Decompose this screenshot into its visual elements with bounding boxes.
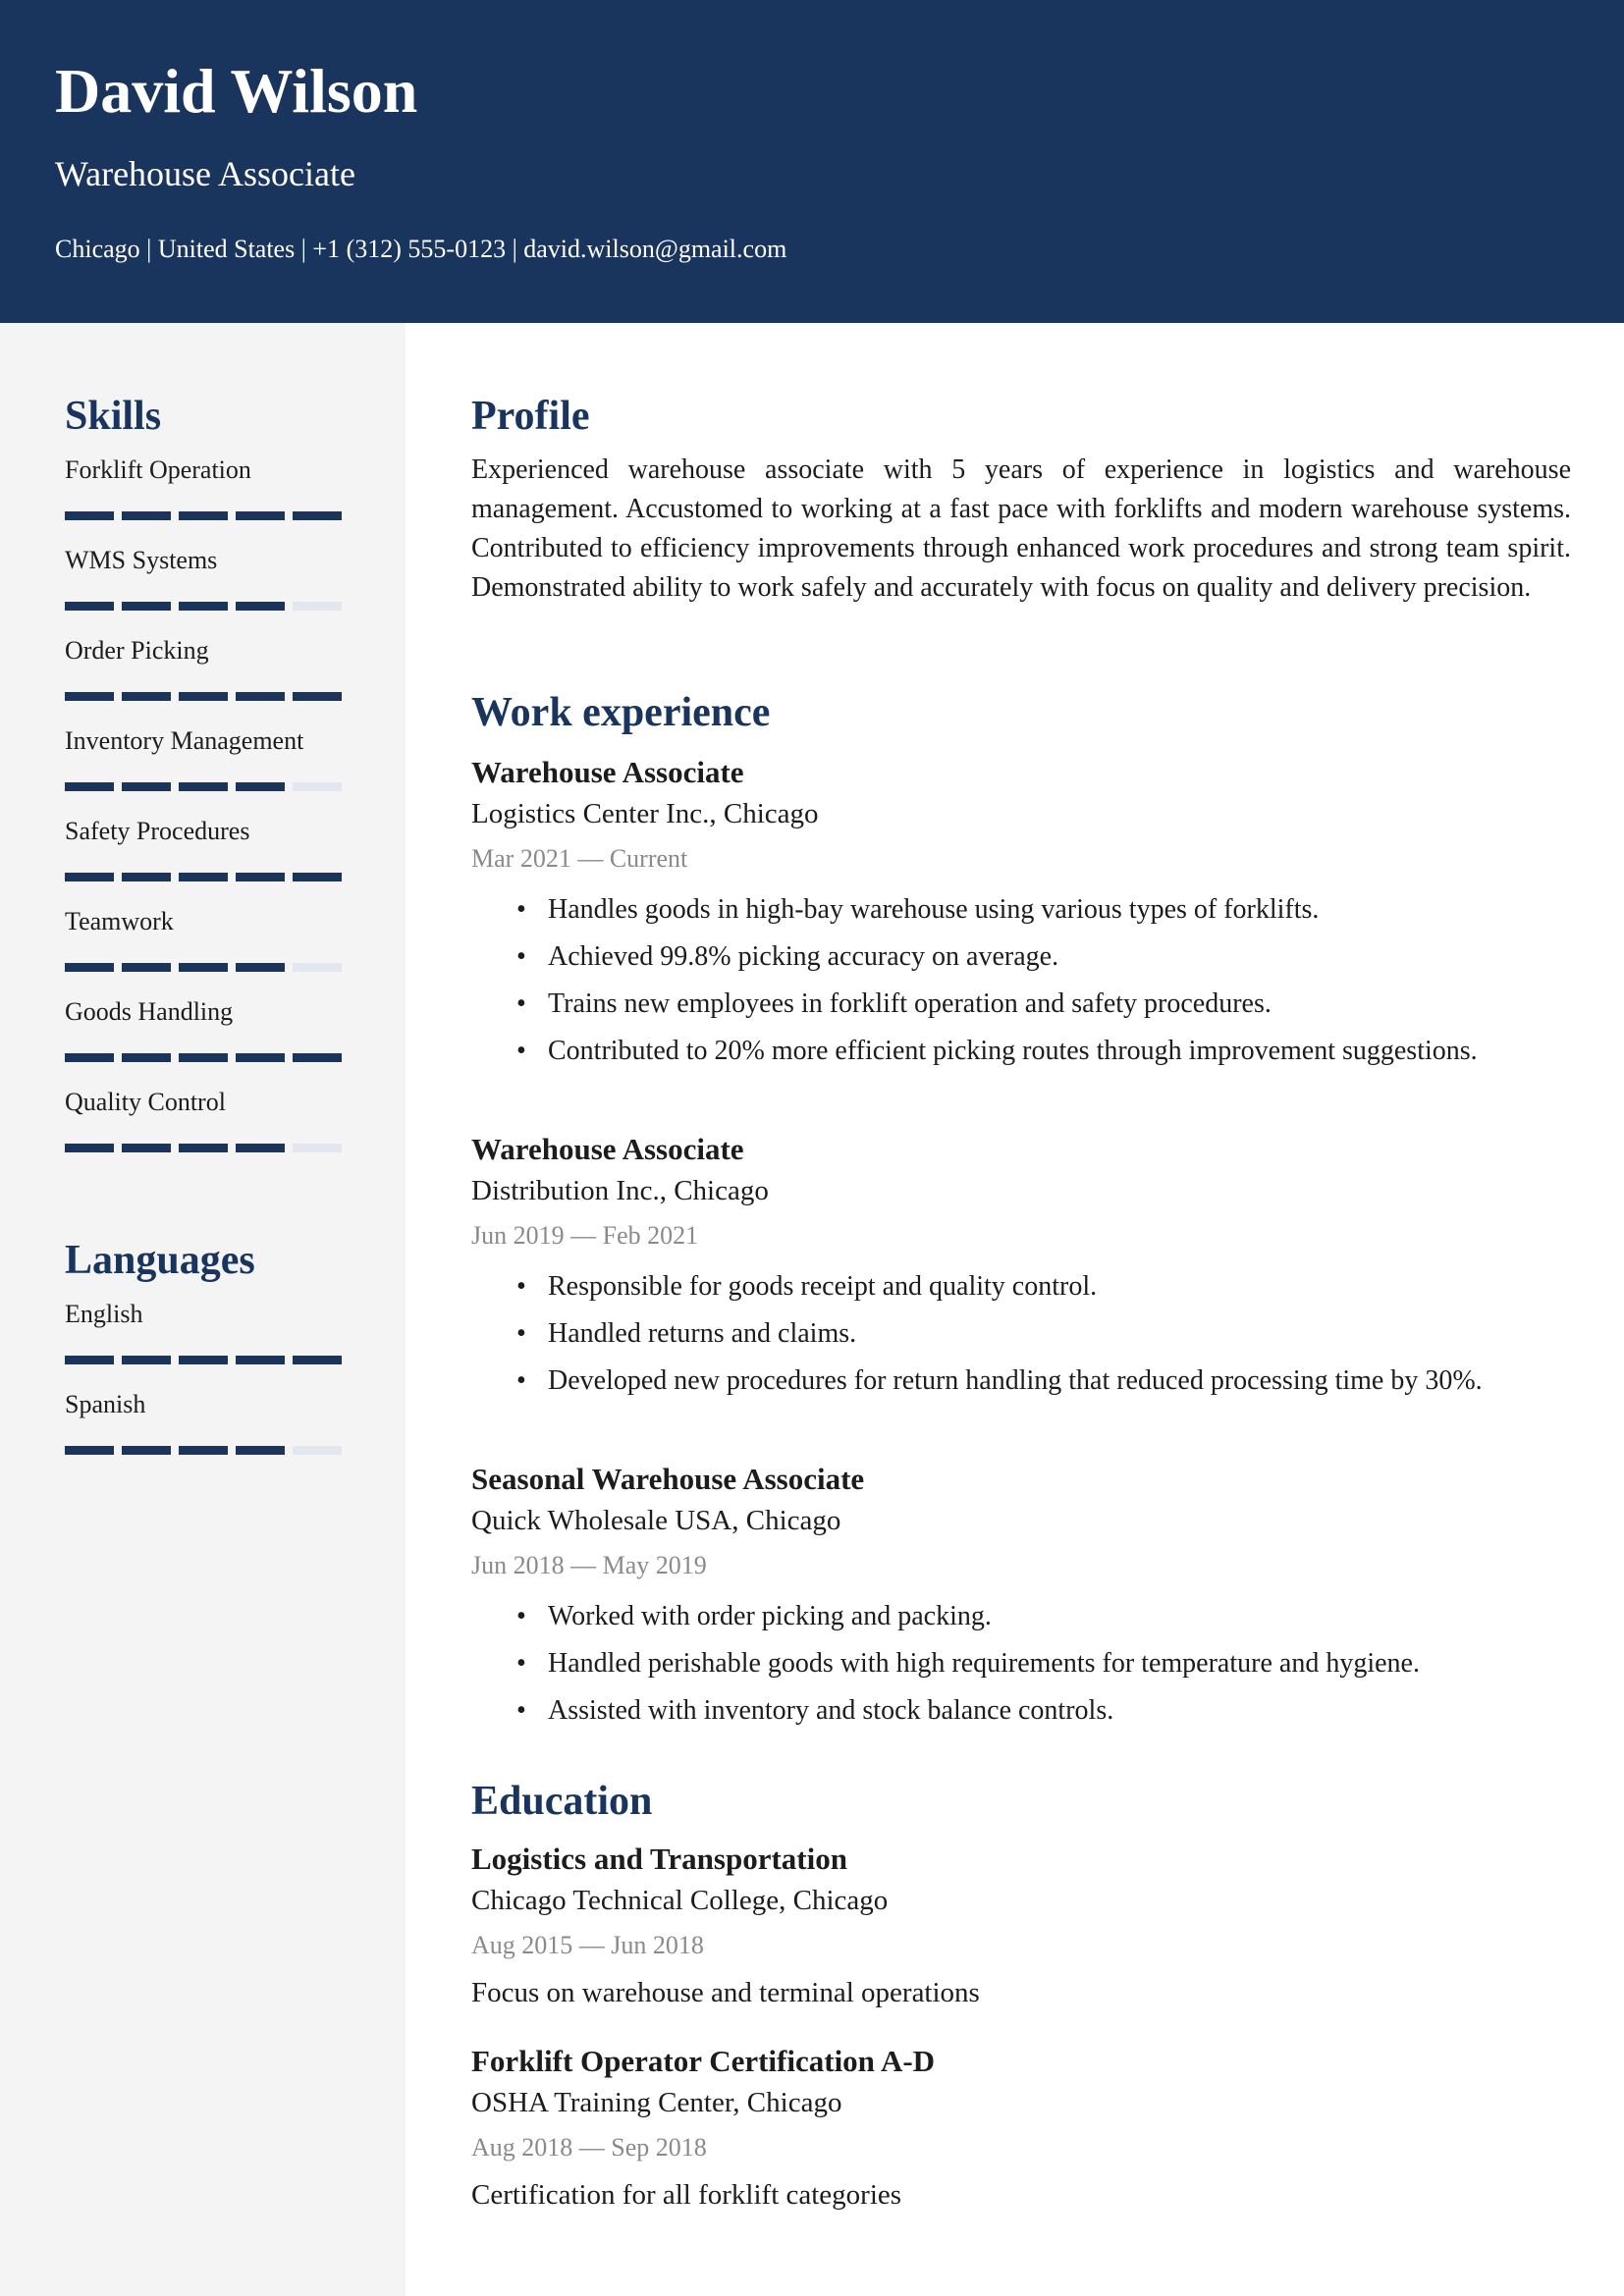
job-bullet: • Handled perishable goods with high requirements for temperature and hygiene.: [548, 1640, 1571, 1687]
rating-segment-empty: [293, 602, 342, 611]
skill-item: [65, 996, 359, 1087]
profile-section: [471, 392, 1571, 608]
skill-rating-bar: [65, 602, 359, 611]
language-item: [65, 1389, 359, 1479]
language-item: [65, 1299, 359, 1389]
rating-segment-filled: [179, 873, 228, 881]
education-school: OSHA Training Center, Chicago: [471, 2087, 842, 2119]
job-title: Seasonal Warehouse Associate: [471, 1462, 865, 1497]
languages-heading: Languages: [65, 1238, 255, 1283]
rating-segment-filled: [179, 511, 228, 520]
skill-label: Safety Procedures: [65, 817, 250, 846]
rating-segment-filled: [179, 782, 228, 791]
rating-segment-filled: [179, 1053, 228, 1062]
rating-segment-filled: [122, 782, 171, 791]
job-title: Warehouse Associate: [471, 755, 744, 790]
candidate-title: Warehouse Associate: [55, 154, 355, 193]
rating-segment-filled: [122, 1446, 171, 1455]
education-entry: [471, 1838, 1571, 2016]
skills-list: [65, 454, 359, 1177]
job-bullets: [471, 1593, 1571, 1735]
profile-text: Experienced warehouse associate with 5 years of experience in logistics and warehouse management. Accustomed to working at a fast pace with forklifts and modern warehouse systems. Contributed to efficiency improvements through enhanced work procedures and strong team spirit. Demonstrated ability to work safely and accurately with focus on quality and delivery precision.: [471, 454, 1571, 604]
skill-label: Inventory Management: [65, 726, 304, 756]
language-label: English: [65, 1300, 143, 1329]
job-entry: [471, 751, 1571, 1075]
education-degree: Forklift Operator Certification A-D: [471, 2044, 936, 2079]
rating-segment-filled: [236, 963, 285, 972]
rating-segment-filled: [65, 511, 114, 520]
contact-line: Chicago | United States | +1 (312) 555-0123 | david.wilson@gmail.com: [55, 235, 787, 263]
job-dates: Jun 2018 — May 2019: [471, 1551, 707, 1580]
rating-segment-filled: [122, 873, 171, 881]
job-bullet: • Achieved 99.8% picking accuracy on average.: [548, 934, 1571, 981]
job-dates: Mar 2021 — Current: [471, 844, 688, 874]
skill-label: Forklift Operation: [65, 455, 251, 485]
rating-segment-filled: [122, 692, 171, 701]
rating-segment-filled: [236, 1446, 285, 1455]
skill-label: Order Picking: [65, 636, 209, 666]
job-title: Warehouse Associate: [471, 1132, 744, 1167]
rating-segment-filled: [65, 1446, 114, 1455]
skills-section: [65, 392, 359, 1177]
skill-rating-bar: [65, 692, 359, 701]
job-bullets: [471, 886, 1571, 1075]
rating-segment-filled: [179, 602, 228, 611]
skill-item: [65, 545, 359, 635]
job-bullet: • Worked with order picking and packing.: [548, 1593, 1571, 1640]
skill-label: WMS Systems: [65, 546, 218, 575]
rating-segment-filled: [65, 692, 114, 701]
job-bullets: [471, 1263, 1571, 1405]
skill-item: [65, 816, 359, 906]
job-entry: [471, 1128, 1571, 1405]
skill-label: Quality Control: [65, 1088, 226, 1117]
sidebar: [0, 323, 406, 2296]
education-entry: [471, 2040, 1571, 2218]
skill-label: Teamwork: [65, 907, 174, 936]
rating-segment-filled: [236, 782, 285, 791]
skills-heading: Skills: [65, 394, 162, 439]
job-bullet: • Assisted with inventory and stock balance controls.: [548, 1687, 1571, 1735]
jobs-list: [471, 751, 1571, 1735]
education-description: Certification for all forklift categories: [471, 2179, 902, 2212]
rating-segment-filled: [179, 1446, 228, 1455]
rating-segment-filled: [65, 1356, 114, 1364]
languages-section: [65, 1236, 359, 1479]
skill-item: [65, 1087, 359, 1177]
skill-rating-bar: [65, 1053, 359, 1062]
rating-segment-filled: [179, 963, 228, 972]
resume-header: [0, 0, 1624, 323]
skill-rating-bar: [65, 511, 359, 520]
skill-rating-bar: [65, 1144, 359, 1152]
education-heading: Education: [471, 1779, 653, 1824]
job-entry: [471, 1458, 1571, 1735]
education-description: Focus on warehouse and terminal operations: [471, 1977, 980, 2009]
rating-segment-filled: [236, 1356, 285, 1364]
rating-segment-filled: [122, 963, 171, 972]
language-rating-bar: [65, 1446, 359, 1455]
skill-rating-bar: [65, 873, 359, 881]
job-bullet: • Responsible for goods receipt and quality control.: [548, 1263, 1571, 1310]
work-section: [471, 688, 1571, 1735]
job-company: Logistics Center Inc., Chicago: [471, 798, 819, 830]
job-bullet: • Handles goods in high-bay warehouse using various types of forklifts.: [548, 886, 1571, 934]
rating-segment-filled: [293, 1356, 342, 1364]
rating-segment-filled: [236, 1053, 285, 1062]
rating-segment-empty: [293, 1446, 342, 1455]
rating-segment-filled: [65, 602, 114, 611]
rating-segment-filled: [65, 782, 114, 791]
job-bullet: • Developed new procedures for return handling that reduced processing time by 30%.: [548, 1358, 1571, 1405]
rating-segment-empty: [293, 1144, 342, 1152]
rating-segment-filled: [179, 1356, 228, 1364]
skill-rating-bar: [65, 782, 359, 791]
job-dates: Jun 2019 — Feb 2021: [471, 1221, 699, 1251]
profile-heading: Profile: [471, 394, 590, 439]
rating-segment-filled: [179, 692, 228, 701]
job-company: Distribution Inc., Chicago: [471, 1175, 769, 1207]
skill-item: [65, 454, 359, 545]
rating-segment-filled: [122, 1144, 171, 1152]
rating-segment-filled: [122, 1053, 171, 1062]
rating-segment-filled: [65, 1053, 114, 1062]
rating-segment-filled: [293, 873, 342, 881]
job-company: Quick Wholesale USA, Chicago: [471, 1505, 841, 1537]
rating-segment-filled: [65, 963, 114, 972]
skill-label: Goods Handling: [65, 997, 234, 1027]
rating-segment-filled: [293, 1053, 342, 1062]
rating-segment-filled: [236, 1144, 285, 1152]
job-bullet: • Contributed to 20% more efficient picking routes through improvement suggestions.: [548, 1028, 1571, 1075]
job-bullet: • Trains new employees in forklift operation and safety procedures.: [548, 981, 1571, 1028]
education-section: [471, 1777, 1571, 2218]
education-list: [471, 1838, 1571, 2218]
languages-list: [65, 1299, 359, 1479]
rating-segment-empty: [293, 963, 342, 972]
rating-segment-filled: [236, 692, 285, 701]
skill-item: [65, 906, 359, 996]
rating-segment-filled: [236, 602, 285, 611]
education-dates: Aug 2018 — Sep 2018: [471, 2133, 707, 2163]
rating-segment-filled: [122, 1356, 171, 1364]
rating-segment-filled: [179, 1144, 228, 1152]
rating-segment-empty: [293, 782, 342, 791]
rating-segment-filled: [236, 873, 285, 881]
language-label: Spanish: [65, 1390, 146, 1419]
skill-item: [65, 635, 359, 725]
work-heading: Work experience: [471, 690, 771, 735]
education-school: Chicago Technical College, Chicago: [471, 1885, 889, 1917]
rating-segment-filled: [65, 1144, 114, 1152]
skill-item: [65, 725, 359, 816]
rating-segment-filled: [293, 511, 342, 520]
language-rating-bar: [65, 1356, 359, 1364]
rating-segment-filled: [65, 873, 114, 881]
job-bullet: • Handled returns and claims.: [548, 1310, 1571, 1358]
rating-segment-filled: [122, 602, 171, 611]
education-degree: Logistics and Transportation: [471, 1842, 847, 1877]
rating-segment-filled: [236, 511, 285, 520]
rating-segment-filled: [122, 511, 171, 520]
rating-segment-filled: [293, 692, 342, 701]
candidate-name: David Wilson: [55, 56, 418, 126]
education-dates: Aug 2015 — Jun 2018: [471, 1931, 704, 1960]
skill-rating-bar: [65, 963, 359, 972]
